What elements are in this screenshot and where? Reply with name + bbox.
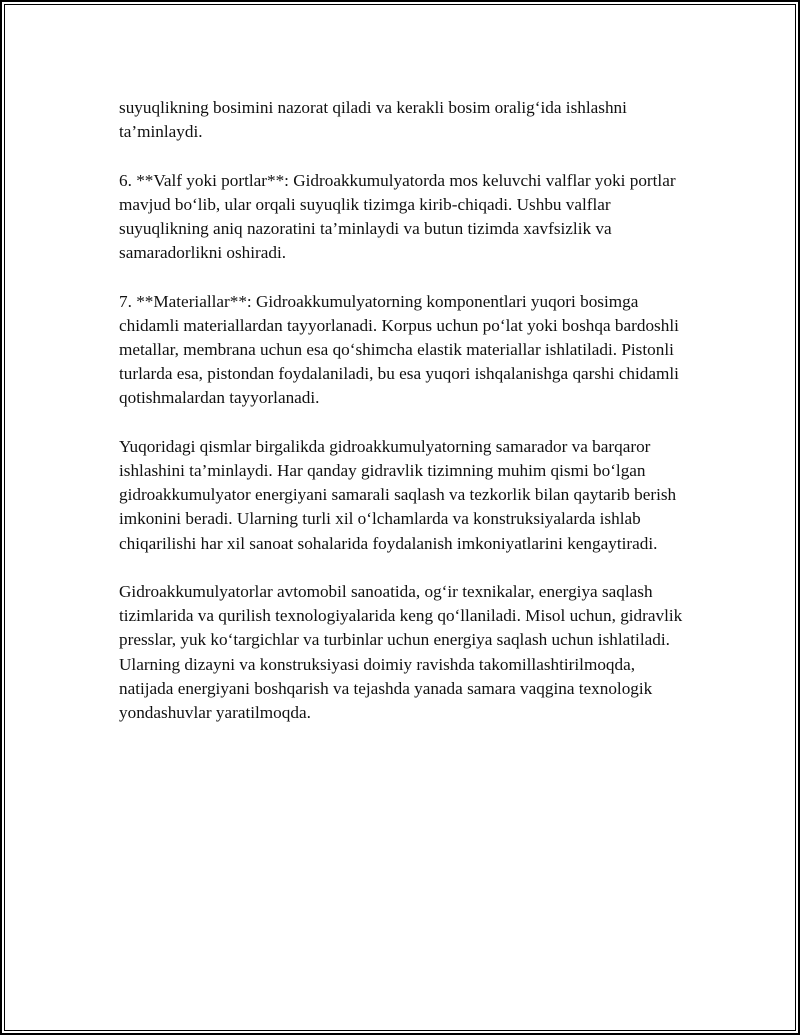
paragraph-bosim-nazorati: suyuqlikning bosimini nazorat qiladi va kerakli bosim oralig‘ida ishlashni ta’minlaydi. [119,98,627,142]
paragraph-valf-portlar: 6. **Valf yoki portlar**: Gidroakkumulyatorda mos keluvchi valflar yoki portlar mavjud bo‘lib, ular orqali suyuqlik tizimga kirib-chiqadi. Ushbu valflar suyuqlikning aniq nazoratini ta’minlaydi va butun tizimda xavfsizlik va samaradorlikni oshiradi. [119,170,676,263]
paragraph-materiallar: 7. **Materiallar**: Gidroakkumulyatorning komponentlari yuqori bosimga chidamli materiallardan tayyorlanadi. Korpus uchun po‘lat yoki boshqa bardoshli metallar, membrana uchun esa qo‘shimcha elastik materiallar ishlatiladi. Pistonli turlarda esa, pistondan foydalaniladi, bu esa yuqori ishqalanishga qarshi chidamli qotishmalardan tayyorlanadi. [119,291,679,408]
document-body [119,96,689,749]
paragraph-yuqoridagi-qismlar: Yuqoridagi qismlar birgalikda gidroakkumulyatorning samarador va barqaror ishlashini ta’minlaydi. Har qanday gidravlik tizimning muhim qismi bo‘lgan gidroakkumulyator energiyani samarali saqlash va tezkorlik bilan qaytarib berish imkonini beradi. Ularning turli xil o‘lchamlarda va konstruksiyalarda ishlab chiqarilishi har xil sanoat sohalarida foydalanish imkoniyatlarini kengaytiradi. [119,436,677,553]
paragraph-qollanilishi: Gidroakkumulyatorlar avtomobil sanoatida, og‘ir texnikalar, energiya saqlash tizimlarida va qurilish texnologiyalarida keng qo‘llaniladi. Misol uchun, gidravlik presslar, yuk ko‘targichlar va turbinlar uchun energiya saqlash uchun ishlatiladi. Ularning dizayni va konstruksiyasi doimiy ravishda takomillashtirilmoqda, natijada energiyani boshqarish va tejashda yanada samara vaqgina texnologik yondashuvlar yaratilmoqda. [119,582,683,723]
